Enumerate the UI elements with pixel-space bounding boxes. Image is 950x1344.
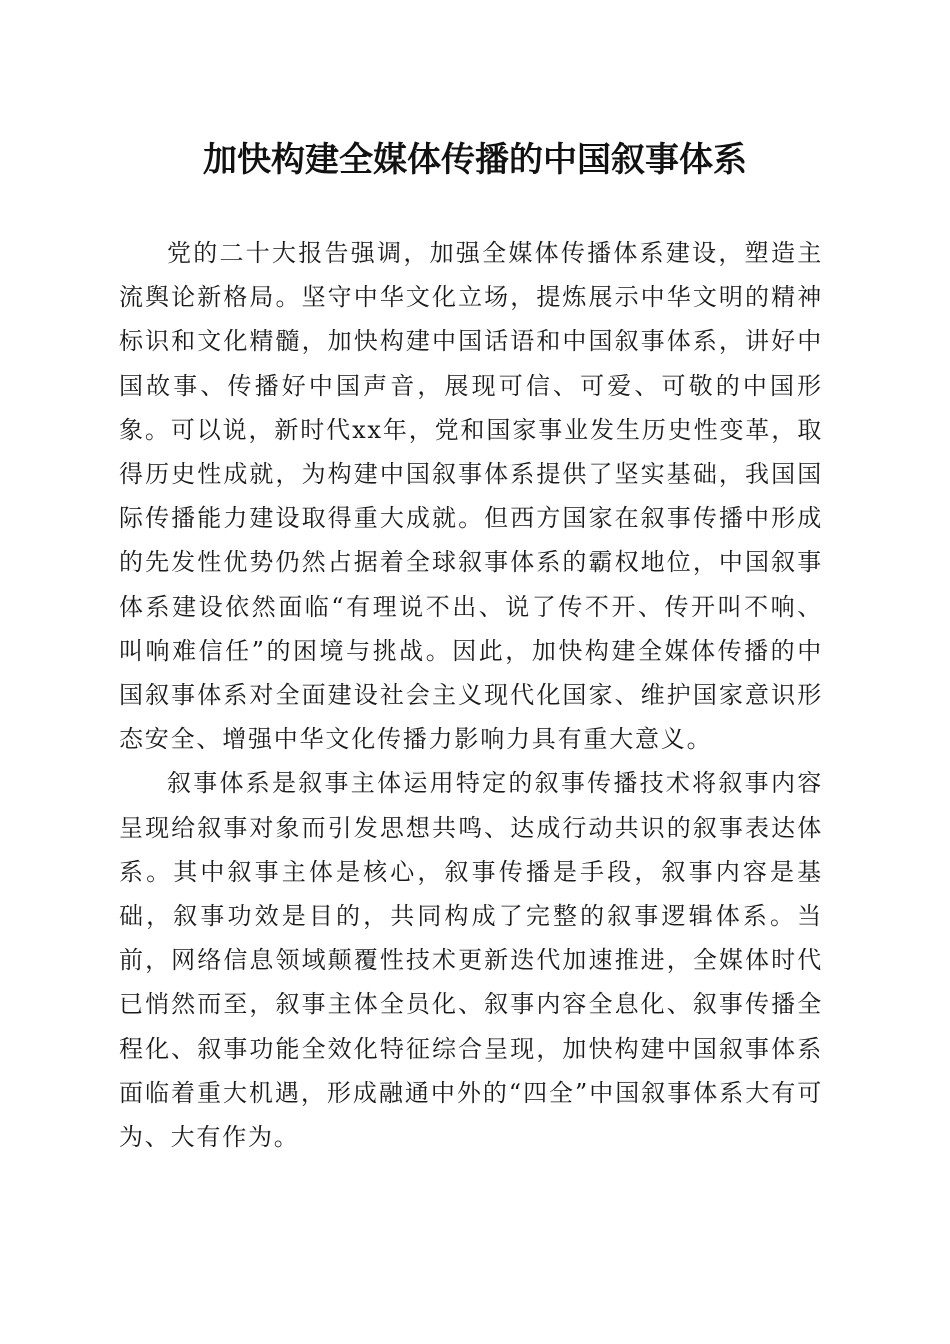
paragraph-2: 叙事体系是叙事主体运用特定的叙事传播技术将叙事内容呈现给叙事对象而引发思想共鸣、达成行动共识的叙事表达体系。其中叙事主体是核心，叙事传播是手段，叙事内容是基础，叙事功效是目的，共同构成了完整的叙事逻辑体系。当前，网络信息领域颠覆性技术更新迭代加速推进，全媒体时代已悄然而至，叙事主体全员化、叙事内容全息化、叙事传播全程化、叙事功能全效化特征综合呈现，加快构建中国叙事体系面临着重大机遇，形成融通中外的“四全”中国叙事体系大有可为、大有作为。 — [119, 769, 823, 1152]
paragraph-1: 党的二十大报告强调，加强全媒体传播体系建设，塑造主流舆论新格局。坚守中华文化立场，提炼展示中华文明的精神标识和文化精髓，加快构建中国话语和中国叙事体系，讲好中国故事、传播好中国声音，展现可信、可爱、可敬的中国形象。可以说，新时代xx年，党和国家事业发生历史性变革，取得历史性成就，为构建中国叙事体系提供了坚实基础，我国国际传播能力建设取得重大成就。但西方国家在叙事传播中形成的先发性优势仍然占据着全球叙事体系的霸权地位，中国叙事体系建设依然面临“有理说不出、说了传不开、传开叫不响、叫响难信任”的困境与挑战。因此，加快构建全媒体传播的中国叙事体系对全面建设社会主义现代化国家、维护国家意识形态安全、增强中华文化传播力影响力具有重大意义。 — [119, 239, 823, 754]
document-title: 加快构建全媒体传播的中国叙事体系 — [203, 140, 747, 180]
document-body — [119, 231, 823, 1159]
